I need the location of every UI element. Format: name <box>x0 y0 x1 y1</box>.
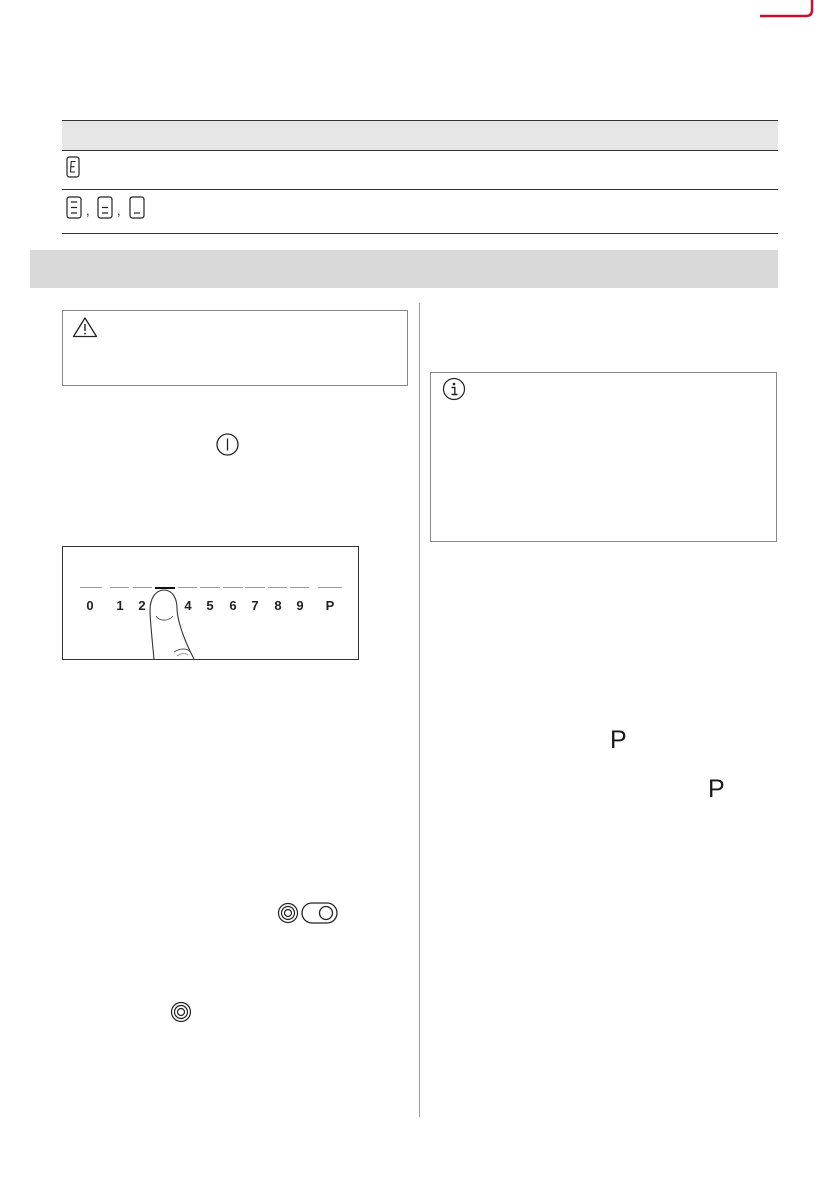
slider-dash <box>268 587 287 588</box>
slider-dash <box>290 587 309 588</box>
table-header-row <box>62 120 778 151</box>
power-icon <box>215 432 240 457</box>
slider-digit-6: 6 <box>229 598 237 613</box>
slider-digit-7: 7 <box>251 598 259 613</box>
warning-box <box>62 310 408 386</box>
section-heading-bar <box>30 250 778 288</box>
slider-digit-4: 4 <box>184 598 192 613</box>
slider-dash <box>318 587 342 588</box>
bridge-toggle-icon <box>301 902 338 924</box>
residual-heat-indicator-icon <box>66 196 156 220</box>
slider-digit-0: 0 <box>86 598 94 613</box>
info-icon <box>442 377 466 401</box>
slider-dash <box>223 587 243 588</box>
display-error-e-icon <box>66 156 80 178</box>
info-box <box>430 372 777 542</box>
slider-digit-1: 1 <box>116 598 124 613</box>
column-divider <box>419 303 420 1117</box>
warning-triangle-icon <box>72 316 98 338</box>
cooking-zone-ring-icon <box>170 1001 192 1023</box>
table-bottom-border <box>62 233 778 234</box>
svg-text:,: , <box>117 203 121 218</box>
slider-digit-9: 9 <box>296 598 304 613</box>
power-boost-symbol: P <box>708 775 725 803</box>
power-boost-symbol: P <box>610 726 627 754</box>
svg-text:,: , <box>86 203 90 218</box>
slider-dash <box>245 587 265 588</box>
finger-touch-icon <box>146 588 216 660</box>
page-edge-decoration <box>0 0 839 30</box>
slider-digit-5: 5 <box>206 598 214 613</box>
slider-dash <box>80 587 102 588</box>
slider-digit-p: P <box>325 598 335 613</box>
cooking-zone-ring-icon <box>277 902 299 924</box>
slider-digit-8: 8 <box>274 598 282 613</box>
slider-dash <box>110 587 129 588</box>
slider-digit-2: 2 <box>138 598 146 613</box>
table-row-divider <box>62 189 778 190</box>
